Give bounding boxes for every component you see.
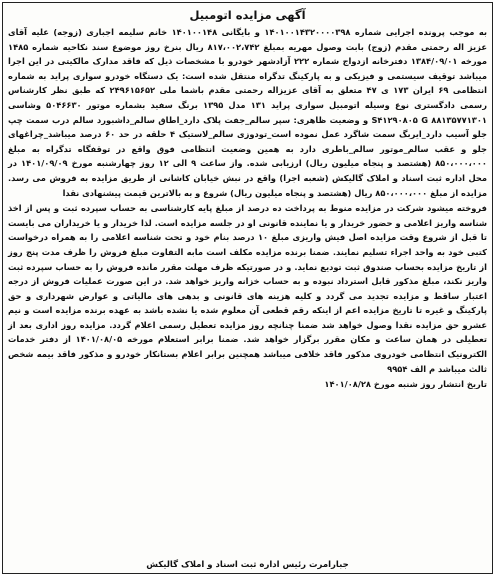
- publication-date: تاریخ انتشار روز شنبه مورخ ۱۴۰۱/۰۸/۲۸: [324, 379, 487, 390]
- notice-paragraph-2: فروخته میشود شرکت در مزایده منوط به پرداخت ده درصد از مبلغ پایه کارشناسی به حساب سپرده ثبت و پس از اخذ شناسه واریز اعلامی و حضور خریدار و یا نماینده قانونی او در جلسه مزایده است. لذا خریدار و یا خریداران می بایست تا قبل از شروع وقت مزایده اصل فیش واریزی مبلغ ۱۰ درصد بنام خود و تحت شناسه اعلامی را به همراه درخواست کتبی خود به واحد اجراء تسلیم نمایند. ضمنا برنده مزایده مکلف است مابه التفاوت مبلغ فروش را ظرف مدت پنج روز از تاریخ مزایده بحساب صندوق ثبت تودیع نماید. و در صورتیکه ظرف مهلت مقرر مانده فروش را به حساب سپرده ثبت واریز نکند، مبلغ مذکور قابل استرداد نبوده و به حساب خزانه واریز خواهد شد. در این صورت عملیات فروش از درجه اعتبار ساقط و مزایده تجدید می گردد و کلیه هزینه های قانونی و بدهی های مالیاتی و عوارض شهرداری و حق پارکینگ و غیره تا تاریخ مزایده اعم از اینکه رقم قطعی آن معلوم شده یا نشده باشد به عهده برنده مزایده است و نیم عشرو حق مزایده نقدا وصول خواهد شد ضمنا چنانچه روز مزایده تعطیل رسمی اعلام گردد. مزایده روز اداری بعد از تعطیلی در همان ساعت و مکان مقرر برگزار خواهد شد. ضمنا برابر استعلام مورخه ۱۴۰۱/۰۸/۰۵ از دفتر خدمات الکترونیک انتظامی خودروی مذکور فاقد خلافی میباشد همچنین برابر اعلام بستانکار خودرو و مذکور فاقد بیمه شخص ثالث میباشد م الف ۹۹۵۴: [8, 203, 487, 374]
- signature-line: جبارامرت رئیس اداره ثبت اسناد و املاک گالیکش: [146, 560, 349, 570]
- auction-notice: [2, 2, 493, 574]
- notice-body: [3, 25, 492, 392]
- notice-paragraph-1: به موجب پرونده اجرایی شماره ۱۴۰۱۰۰۱۴۳۲۰۰۰۰۳۹۸ و بایگانی ۱۴۰۱۰۰۱۴۸ خانم سلیمه اجباری (زوجه) علیه آقای عزیز اله رحمتی مقدم (زوج) بابت وصول مهریه بمبلغ ۸۱۷،۰۰۲،۷۴۲ ریال بنرخ روز موضوع سند نکاحیه شماره ۱۴۸۵ مورخه ۱۳۸۴/۰۹/۰۱ دفترخانه ازدواج شماره ۲۲۲ آزادشهر خودرو با مشخصات ذیل که فاقد مدارک مالکیتی در این اجرا میباشد توقیف سیستمی و فیزیکی و به پارکینگ تدگراه منتقل شده است: یک دستگاه خودرو سواری پراید به شماره انتظامی ۶۹ ایران ۱۷۳ ی ۴۷ متعلق به آقای عزیزاله رحمتی مقدم باشما ملی ۲۴۹۶۱۵۶۵۲ که طبق نظر کارشناس رسمی دادگستری نوع وسیله اتومبیل سواری پراید ۱۳۱ مدل ۱۳۹۵ برنگ سفید بشماره موتور ۵۰۴۶۶۳۰ وشاسی ۸۸۱۳۵۷۷۱۳۰۱ S۴۱۲۹۰۸۰۵ G و وضعیت ظاهری: سپر سالم_جفت پلاک دارد_اطاق سالم_داشبورد سالم درب سمت چپ جلو آسیب دارد_ایربگ سمت شاگرد عمل نموده است_تودوزی سالم_لاستیک ۴ حلقه در حد ۶۰ درصد میباشد_چراغهای جلو و عقب سالم_موتور سالم_باطری دارد به همین وضعیت انتظامی فوق واقع در توقفگاه تدگراه به مبلغ ۸۵۰،۰۰۰،۰۰۰ (هشتصد و پنجاه میلیون ریال) ارزیابی شده. واز ساعت ۹ الی ۱۲ روز چهارشنبه مورخ ۱۴۰۱/۰۹/۰۹ در محل اداره ثبت اسناد و املاک گالیکش (شعبه اجرا) واقع در نبش خیابان کاشانی از طریق مزایده به فروش می رسد. مزایده از مبلغ ۸۵۰،۰۰۰،۰۰۰ ریال (هشتصد و پنجاه میلیون ریال) شروع و به بالاترین قیمت پیشنهادی نقدا: [8, 27, 488, 198]
- notice-title: آگهی مزایده اتومبیل: [189, 8, 306, 22]
